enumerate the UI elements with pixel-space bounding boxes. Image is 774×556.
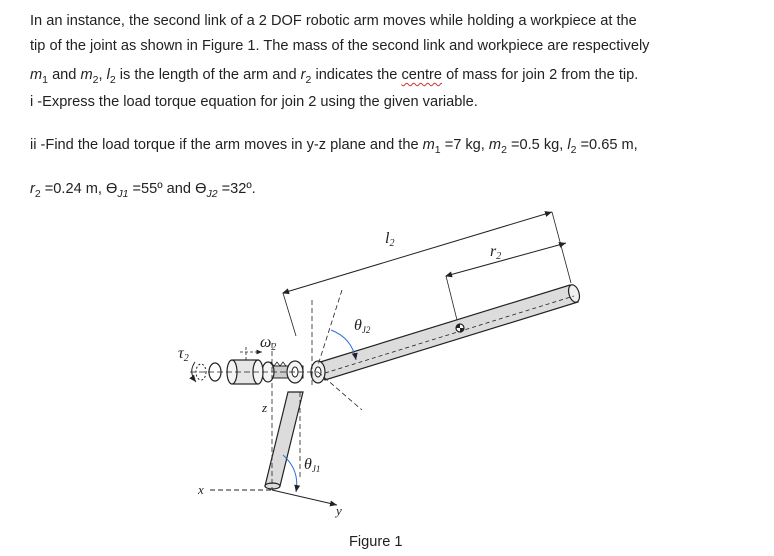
label-y-axis: y <box>336 503 342 518</box>
text-r2-desc: indicates the <box>311 67 402 83</box>
link-1 <box>265 392 303 489</box>
problem-line-1: In an instance, the second link of a 2 DOF robotic arm moves while holding a workpiece at the <box>30 13 637 29</box>
label-r2-sub: 2 <box>496 251 502 262</box>
var-m2: m <box>488 137 502 153</box>
value-theta-j1: =55º and <box>128 181 196 197</box>
value-theta-j2: =32º. <box>217 181 256 197</box>
label-l2-main: l <box>385 230 390 247</box>
label-z-axis: z <box>262 400 268 415</box>
part-i: i -Express the load torque equation for join 2 using the given variable. <box>30 94 478 110</box>
problem-line-2: tip of the joint as shown in Figure 1. The mass of the second link and workpiece are respectively <box>30 38 650 54</box>
sub-1: 1 <box>42 74 49 86</box>
label-theta-j2-main: θ <box>354 317 362 334</box>
label-omega-main: ω <box>260 334 272 351</box>
label-l2-sub: 2 <box>389 238 395 249</box>
label-tau-sub: 2 <box>183 353 189 364</box>
label-r2 <box>490 243 501 262</box>
sub-j2: J2 <box>206 188 218 200</box>
label-omega-sub: 2 <box>271 342 277 353</box>
part-ii-intro: ii -Find the load torque if the arm moves in y-z plane and the <box>30 137 423 153</box>
text-sep: , <box>98 67 107 83</box>
label-tau <box>178 345 189 364</box>
label-theta-j2 <box>354 317 371 335</box>
problem-line-3 <box>30 67 639 86</box>
text-and: and <box>48 67 81 83</box>
part-ii-line-1 <box>30 137 638 156</box>
value-m2: =0.5 kg, <box>506 137 568 153</box>
value-m1: =7 kg, <box>440 137 489 153</box>
var-l2: l <box>106 67 110 83</box>
label-l2 <box>385 230 394 249</box>
var-theta-j2: ϴ <box>195 181 207 197</box>
spellcheck-word-centre: centre <box>401 67 443 83</box>
var-r2: r <box>300 67 306 83</box>
var-m2: m <box>80 67 93 83</box>
label-theta-j2-sub: J2 <box>361 325 371 335</box>
sub-r2: 2 <box>34 188 41 200</box>
sub-l2: 2 <box>570 144 577 156</box>
sub-2: 2 <box>92 74 99 86</box>
axes <box>210 290 362 505</box>
label-theta-j1-sub: J1 <box>311 464 321 474</box>
value-l2: =0.65 m, <box>576 137 638 153</box>
label-theta-j1-main: θ <box>304 456 312 473</box>
robot-arm-diagram <box>170 200 600 530</box>
label-x-axis: x <box>198 482 204 497</box>
var-l2: l <box>567 137 571 153</box>
sub-r2: 2 <box>305 74 312 86</box>
text-rest: of mass for join 2 from the tip. <box>442 67 639 83</box>
var-m1: m <box>30 67 43 83</box>
label-r2-main: r <box>490 243 497 260</box>
var-theta-j1: ϴ <box>106 181 118 197</box>
part-ii-line-2 <box>30 181 256 200</box>
var-r2: r <box>30 181 35 197</box>
sub-1: 1 <box>434 144 441 156</box>
var-m1: m <box>422 137 435 153</box>
figure-caption: Figure 1 <box>349 534 403 550</box>
label-tau-main: τ <box>178 345 184 362</box>
sub-2: 2 <box>501 144 507 156</box>
label-theta-j1 <box>304 456 320 474</box>
label-omega <box>260 334 276 353</box>
sub-l2: 2 <box>109 74 116 86</box>
sub-j1: J1 <box>117 188 129 200</box>
joint-2 <box>190 360 325 384</box>
text-l2-desc: is the length of the arm and <box>115 67 301 83</box>
value-r2: =0.24 m, <box>40 181 107 197</box>
